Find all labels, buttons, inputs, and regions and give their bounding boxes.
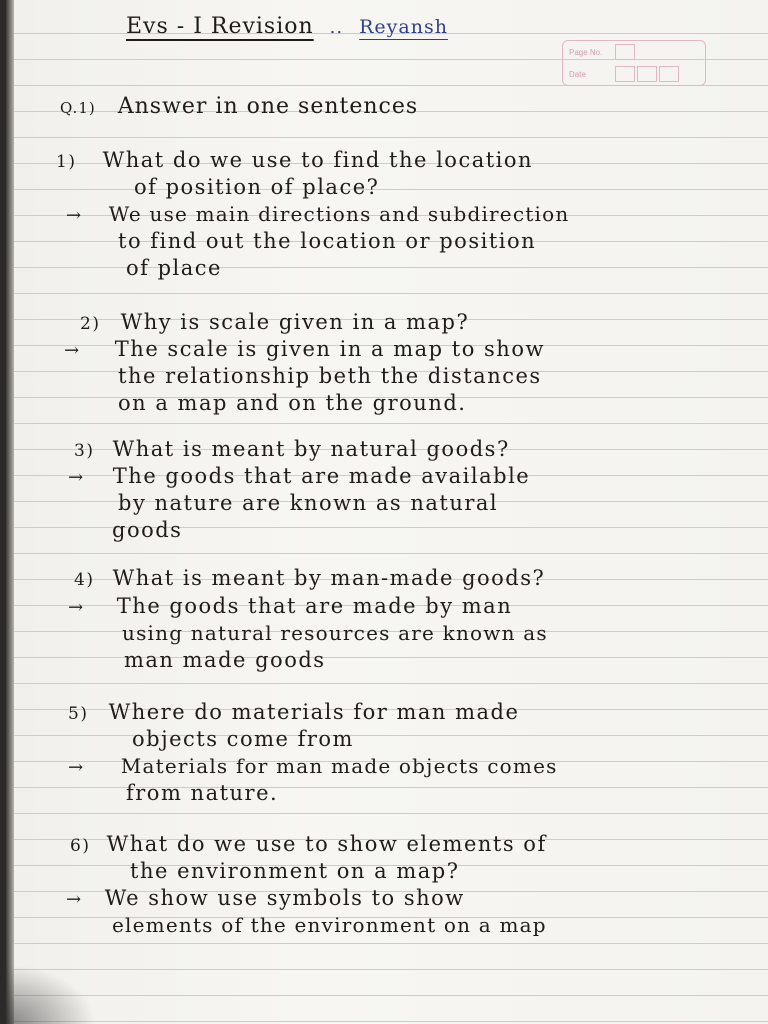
question-line bbox=[56, 148, 533, 172]
question-line bbox=[70, 832, 547, 856]
question-text: the environment on a map? bbox=[130, 859, 460, 883]
answer-text: man made goods bbox=[124, 648, 326, 672]
page-edge bbox=[6, 0, 14, 1024]
item-number: 5) bbox=[68, 704, 89, 724]
item-number: 6) bbox=[70, 836, 91, 856]
answer-text: on a map and on the ground. bbox=[118, 391, 467, 415]
question-line bbox=[74, 437, 510, 461]
answer-text: elements of the environment on a map bbox=[112, 913, 547, 937]
date-label: Date bbox=[569, 69, 586, 79]
answer-text: Materials for man made objects comes bbox=[120, 754, 558, 778]
page-title: Evs - I Revision bbox=[126, 14, 314, 39]
arrow-icon: → bbox=[64, 340, 81, 361]
page-number-box bbox=[562, 40, 706, 86]
notebook-page bbox=[6, 0, 768, 1024]
page-no-label: Page No. bbox=[569, 47, 603, 57]
question-text: Where do materials for man made bbox=[108, 700, 520, 724]
answer-text: goods bbox=[112, 518, 183, 542]
page-corner-shadow bbox=[6, 964, 96, 1024]
question-heading bbox=[60, 94, 418, 119]
question-text: Why is scale given in a map? bbox=[120, 310, 470, 334]
question-text: What do we use to show elements of bbox=[106, 832, 547, 856]
answer-line bbox=[68, 594, 512, 618]
answer-text: to find out the location or position bbox=[118, 229, 537, 253]
question-instruction: Answer in one sentences bbox=[117, 94, 419, 119]
answer-text: The goods that are made available bbox=[112, 464, 531, 488]
arrow-icon: → bbox=[68, 467, 85, 488]
answer-line bbox=[64, 337, 545, 361]
page-no-cell bbox=[615, 44, 635, 60]
question-text: objects come from bbox=[132, 727, 354, 751]
answer-line bbox=[66, 202, 569, 226]
item-number: 3) bbox=[74, 441, 95, 461]
question-text: What is meant by man-made goods? bbox=[112, 566, 546, 590]
answer-line bbox=[68, 754, 558, 778]
date-cell bbox=[615, 66, 635, 82]
answer-text: The goods that are made by man bbox=[116, 594, 513, 618]
date-cell bbox=[659, 66, 679, 82]
question-text: What is meant by natural goods? bbox=[112, 437, 510, 461]
answer-text: We show use symbols to show bbox=[104, 886, 465, 910]
question-number: Q.1) bbox=[60, 99, 96, 117]
item-number: 2) bbox=[80, 314, 101, 334]
answer-line bbox=[68, 464, 530, 488]
question-text: What do we use to find the location bbox=[102, 148, 534, 172]
answer-text: We use main directions and subdirection bbox=[108, 202, 570, 226]
question-text: of position of place? bbox=[134, 175, 380, 199]
question-line bbox=[68, 700, 519, 724]
item-number: 1) bbox=[56, 152, 77, 172]
question-line bbox=[80, 310, 469, 334]
answer-text: the relationship beth the distances bbox=[118, 364, 542, 388]
answer-text: of place bbox=[126, 256, 222, 280]
answer-text: by nature are known as natural bbox=[118, 491, 499, 515]
item-number: 4) bbox=[74, 570, 95, 590]
answer-text: The scale is given in a map to show bbox=[114, 337, 545, 361]
page-header bbox=[126, 14, 448, 39]
header-separator: .. bbox=[329, 17, 344, 38]
answer-line bbox=[66, 886, 465, 910]
arrow-icon: → bbox=[68, 597, 85, 618]
arrow-icon: → bbox=[68, 757, 85, 778]
question-line bbox=[74, 566, 545, 590]
answer-text: from nature. bbox=[126, 781, 279, 805]
arrow-icon: → bbox=[66, 889, 83, 910]
arrow-icon: → bbox=[66, 205, 83, 226]
student-name: Reyansh bbox=[359, 16, 448, 38]
date-cell bbox=[637, 66, 657, 82]
answer-text: using natural resources are known as bbox=[122, 621, 548, 645]
